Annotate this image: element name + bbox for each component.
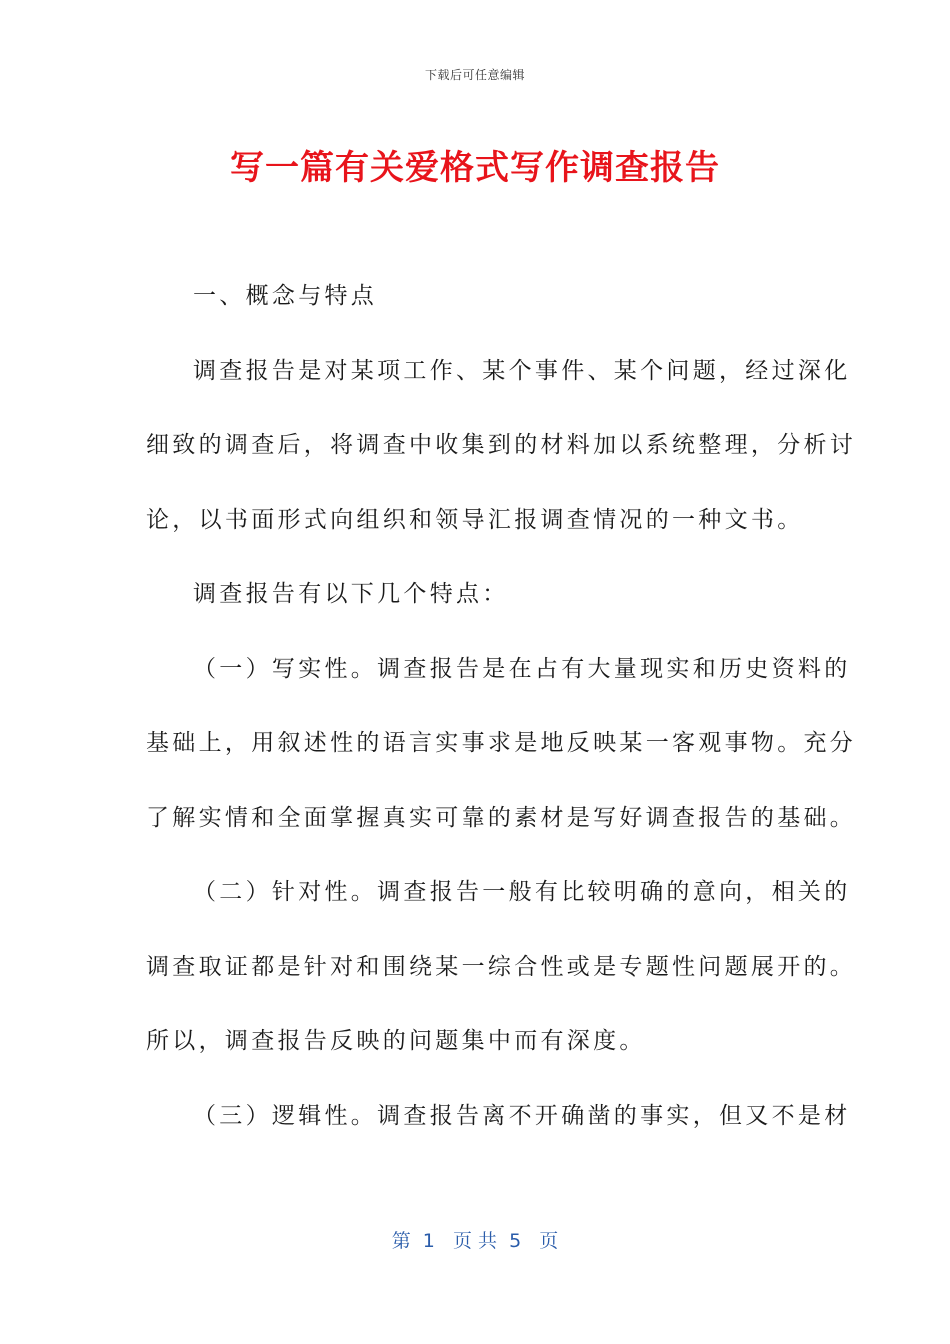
paragraph-line: 调查报告是对某项工作、某个事件、某个问题，经过深化 <box>193 357 851 384</box>
paragraph-line: 细致的调查后，将调查中收集到的材料加以系统整理，分析讨 <box>146 432 857 458</box>
paragraph-line: （三）逻辑性。调查报告离不开确凿的事实，但又不是材 <box>193 1102 851 1129</box>
paragraph-line: 所以，调查报告反映的问题集中而有深度。 <box>146 1028 646 1054</box>
page-footer: 第 1 页 共 5 页 <box>391 1230 559 1252</box>
document-body <box>146 278 857 1172</box>
paragraph-line: 基础上，用叙述性的语言实事求是地反映某一客观事物。充分 <box>146 730 857 756</box>
paragraph-line: 了解实情和全面掌握真实可靠的素材是写好调查报告的基础。 <box>146 804 857 831</box>
document-title: 写一篇有关爱格式写作调查报告 <box>230 148 720 188</box>
paragraph-line: （二）针对性。调查报告一般有比较明确的意向，相关的 <box>193 879 851 905</box>
paragraph-line: 调查取证都是针对和围绕某一综合性或是专题性问题展开的。 <box>146 953 857 980</box>
section-heading: 一、概念与特点 <box>193 283 378 309</box>
paragraph-line: 调查报告有以下几个特点： <box>193 581 509 607</box>
paragraph-line: 论，以书面形式向组织和领导汇报调查情况的一种文书。 <box>146 506 804 533</box>
header-note: 下载后可任意编辑 <box>424 68 525 82</box>
paragraph-line: （一）写实性。调查报告是在占有大量现实和历史资料的 <box>193 655 851 682</box>
